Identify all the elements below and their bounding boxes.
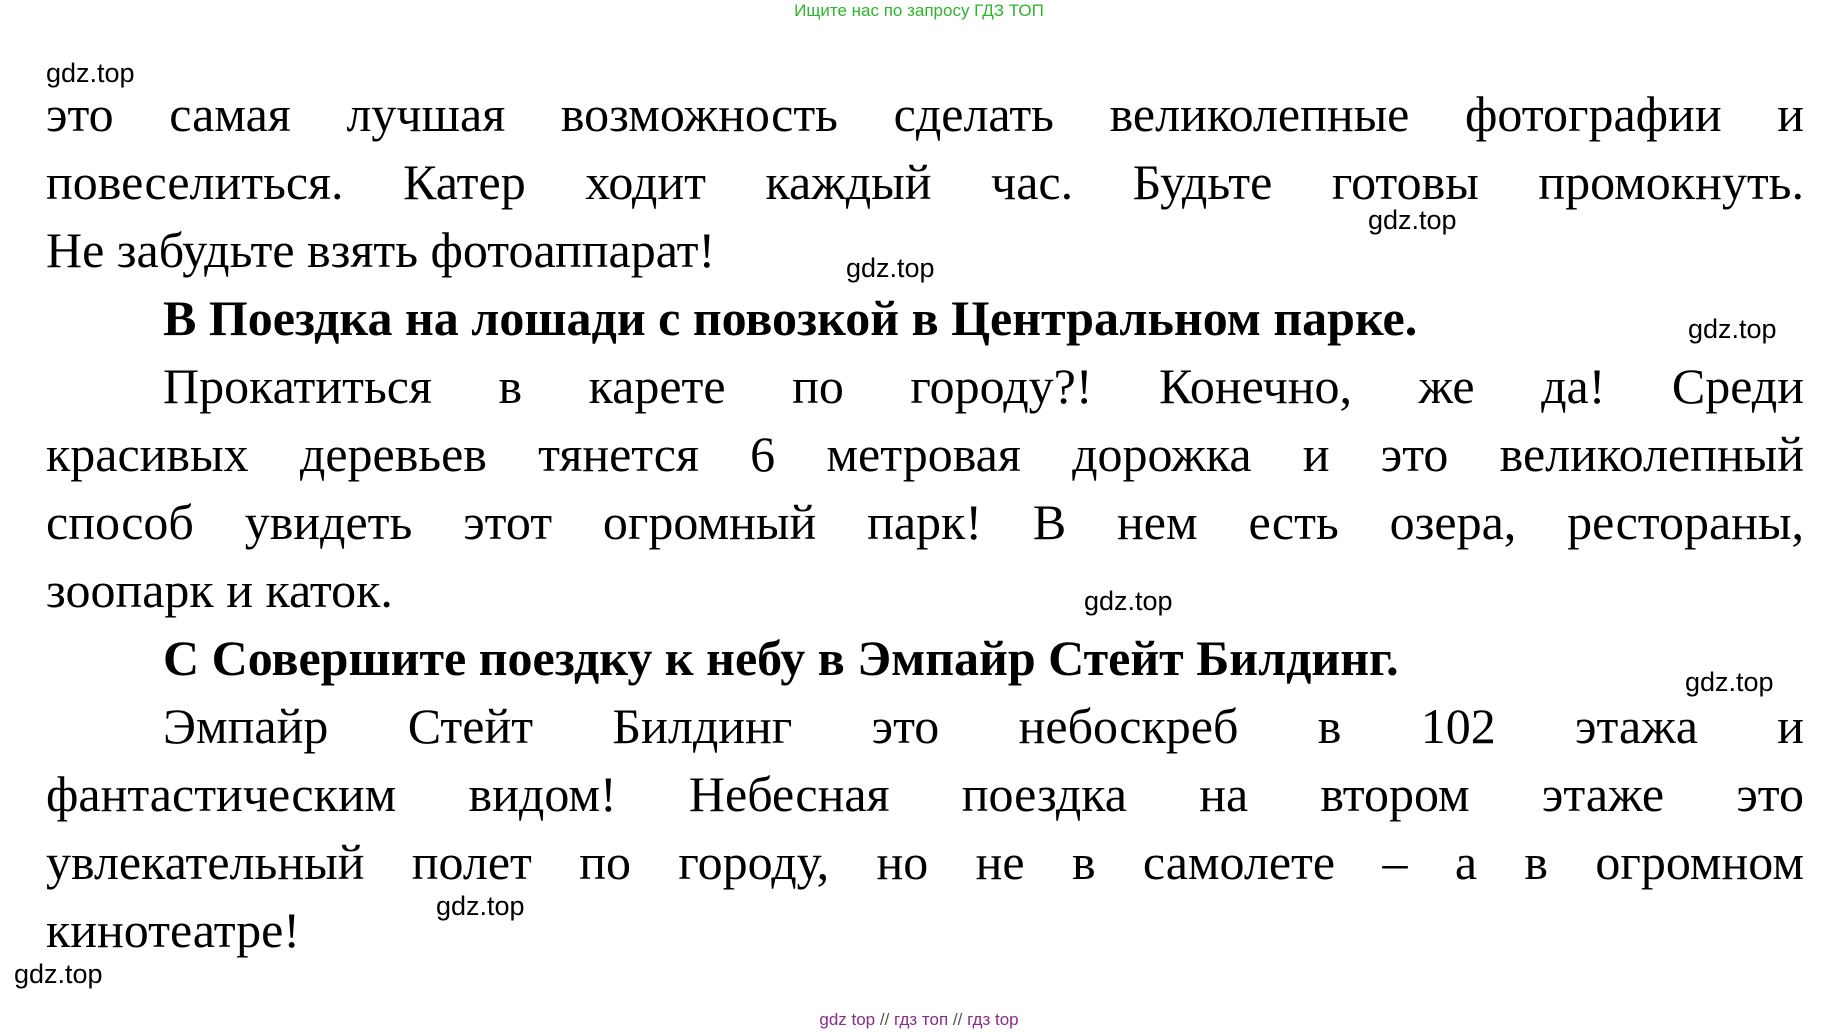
bottom-banner-part: гдз top [967,1010,1019,1029]
paragraph-line: фантастическим видом! Небесная поездка на втором этаже это [46,766,1804,822]
watermark: gdz.top [436,891,525,921]
paragraph-line: это самая лучшая возможность сделать великолепные фотографии и [46,86,1804,142]
top-banner: Ищите нас по запросу ГДЗ ТОП [794,1,1044,20]
paragraph-line: увлекательный полет по городу, но не в самолете – а в огромном [46,834,1804,890]
watermark: gdz.top [1368,205,1457,235]
watermark: gdz.top [846,253,935,283]
watermark: gdz.top [1688,314,1777,344]
paragraph-line: Прокатиться в карете по городу?! Конечно, же да! Среди [163,358,1804,414]
bottom-banner-separator: // [875,1010,895,1029]
bottom-banner-separator: // [948,1010,968,1029]
section-heading-b: B Поездка на лошади с повозкой в Центральном парке. [163,290,1418,346]
watermark: gdz.top [14,959,103,989]
paragraph-line: способ увидеть этот огромный парк! В нем есть озера, рестораны, [46,494,1804,550]
bottom-banner [0,1010,1838,1030]
paragraph-line: красивых деревьев тянется 6 метровая дорожка и это великолепный [46,426,1804,482]
watermark: gdz.top [46,58,135,88]
bottom-banner-part: gdz top [819,1010,876,1029]
watermark: gdz.top [1685,667,1774,697]
paragraph-line: кинотеатре! [46,902,301,958]
watermark: gdz.top [1084,586,1173,616]
bottom-banner-part: гдз топ [894,1010,949,1029]
paragraph-line: зоопарк и каток. [46,562,393,618]
paragraph-line: Не забудьте взять фотоаппарат! [46,222,716,278]
paragraph-line: Эмпайр Стейт Билдинг это небоскреб в 102 этажа и [163,698,1804,754]
paragraph-line: повеселиться. Катер ходит каждый час. Будьте готовы промокнуть. [46,154,1804,210]
section-heading-c: C Совершите поездку к небу в Эмпайр Стейт Билдинг. [163,630,1399,686]
